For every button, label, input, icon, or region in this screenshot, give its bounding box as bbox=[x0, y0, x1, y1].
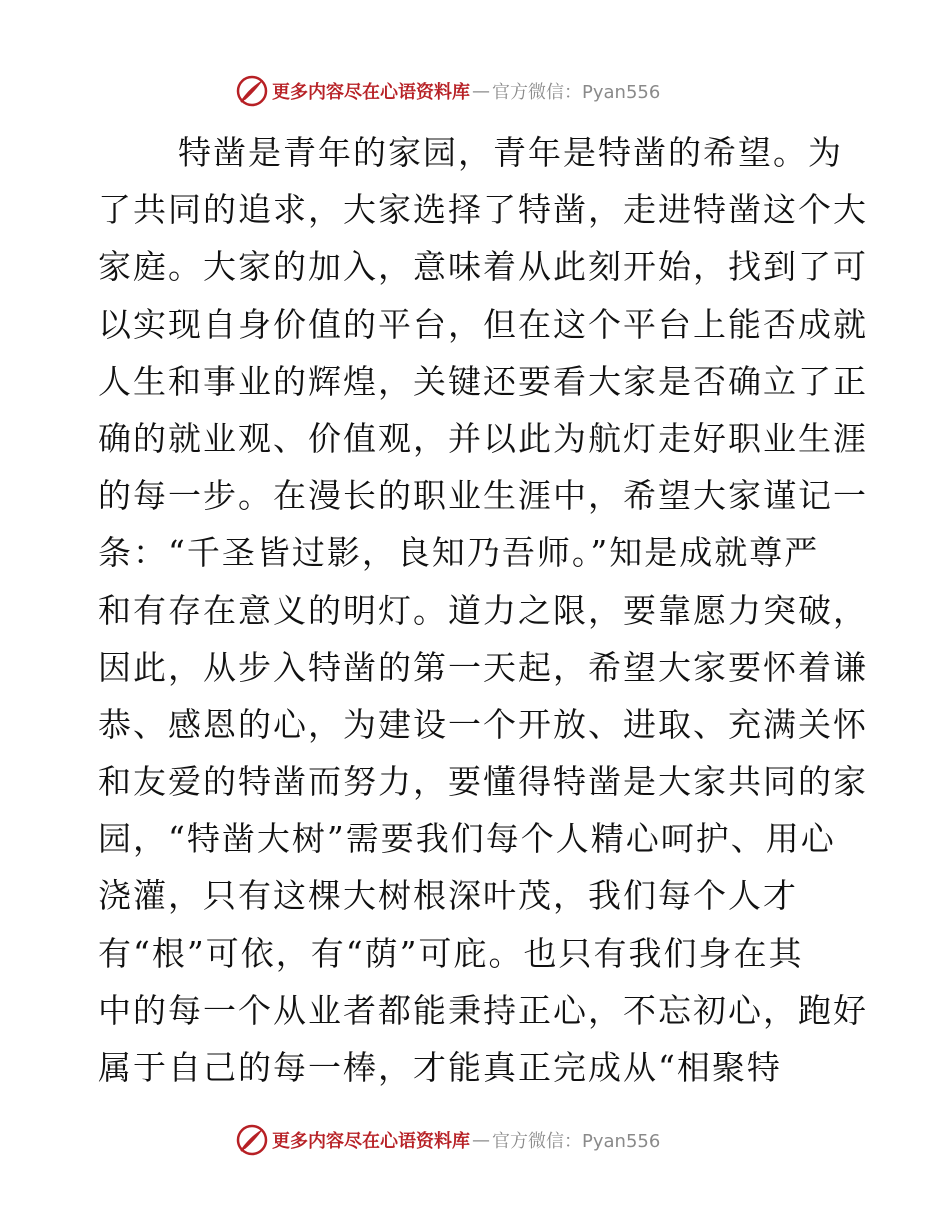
banner-dash: — bbox=[472, 1129, 490, 1151]
body-text bbox=[98, 124, 868, 1096]
text-line: 确的就业观、价值观，并以此为航灯走好职业生涯 bbox=[98, 418, 868, 458]
text-line: 园，“特凿大树”需要我们每个人精心呵护、用心 bbox=[98, 819, 836, 859]
text-line: 家庭。大家的加入，意味着从此刻开始，找到了可 bbox=[98, 247, 868, 287]
footer-banner bbox=[236, 1123, 660, 1157]
banner-wechat: 官方微信：Pyan556 bbox=[492, 1131, 661, 1152]
banner-wechat: 官方微信：Pyan556 bbox=[492, 82, 661, 103]
text-line: 中的每一个从业者都能秉持正心，不忘初心，跑好 bbox=[98, 990, 868, 1030]
text-line: 恭、感恩的心，为建设一个开放、进取、充满关怀 bbox=[98, 704, 868, 744]
text-line: 的每一步。在漫长的职业生涯中，希望大家谨记一 bbox=[98, 476, 868, 516]
text-line: 条：“千圣皆过影，良知乃吾师。”知是成就尊严 bbox=[98, 533, 820, 573]
text-line: 以实现自身价值的平台，但在这个平台上能否成就 bbox=[98, 304, 868, 344]
text-line: 了共同的追求，大家选择了特凿，走进特凿这个大 bbox=[98, 190, 868, 230]
quill-logo-icon bbox=[236, 75, 268, 107]
text-line: 因此，从步入特凿的第一天起，希望大家要怀着谦 bbox=[98, 647, 868, 687]
text-line: 和有存在意义的明灯。道力之限，要靠愿力突破， bbox=[98, 590, 868, 630]
text-line: 浇灌，只有这棵大树根深叶茂，我们每个人才 bbox=[98, 876, 798, 916]
text-line: 和友爱的特凿而努力，要懂得特凿是大家共同的家 bbox=[98, 762, 868, 802]
banner-dash: — bbox=[472, 80, 490, 102]
header-banner bbox=[236, 74, 660, 108]
text-line: 属于自己的每一棒，才能真正完成从“相聚特 bbox=[98, 1048, 782, 1087]
text-line: 有“根”可依，有“荫”可庇。也只有我们身在其 bbox=[98, 933, 804, 973]
text-line: 特凿是青年的家园，青年是特凿的希望。为 bbox=[178, 133, 843, 172]
banner-title: 更多内容尽在心语资料库 bbox=[272, 82, 470, 103]
banner-title: 更多内容尽在心语资料库 bbox=[272, 1131, 470, 1152]
text-line: 人生和事业的辉煌，关键还要看大家是否确立了正 bbox=[98, 361, 868, 401]
quill-logo-icon bbox=[236, 1124, 268, 1156]
